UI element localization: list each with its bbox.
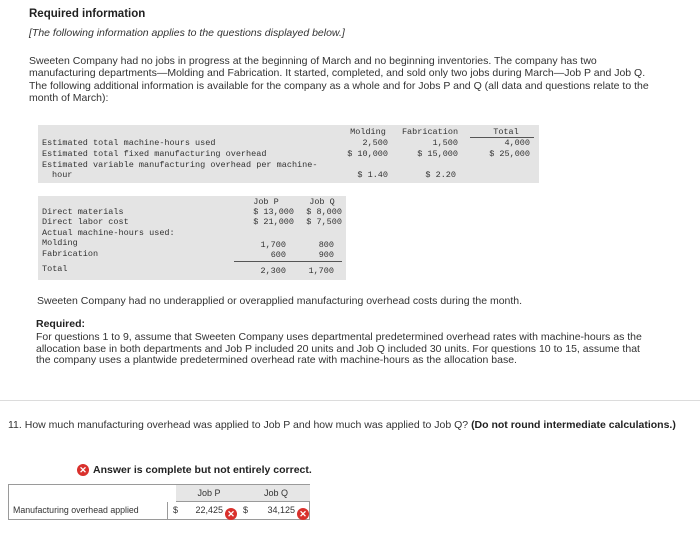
row-label: Direct labor cost <box>42 217 129 227</box>
cell-value: 1,700 <box>308 266 334 276</box>
column-separator <box>167 502 168 520</box>
incorrect-x-icon: ✕ <box>225 504 241 522</box>
job-q-overhead-input[interactable]: 34,125 <box>267 505 295 515</box>
row-label: Actual machine-hours used: <box>42 228 175 238</box>
statement-text: Sweeten Company had no underapplied or overapplied manufacturing overhead costs during the month. <box>37 295 523 307</box>
cell-value: $ 13,000 <box>253 207 294 217</box>
col-header-job-q: Job Q <box>309 197 335 207</box>
cell-value: $ 8,000 <box>306 207 342 217</box>
cell-value: $ 1.40 <box>357 170 388 180</box>
job-p-overhead-input[interactable]: 22,425 <box>195 505 223 515</box>
section-divider <box>0 400 700 401</box>
col-header-fabrication: Fabrication <box>401 127 459 137</box>
row-label: Estimated total machine-hours used <box>42 138 216 148</box>
row-label: Direct materials <box>42 207 124 217</box>
cell-value: 900 <box>318 250 334 260</box>
question-body: 11. How much manufacturing overhead was applied to Job P and how much was applied to Job Q? <box>8 419 469 431</box>
currency-symbol: $ <box>173 505 179 515</box>
total-underline <box>234 261 342 262</box>
row-label-continued: hour <box>52 170 73 180</box>
cell-value: $ 15,000 <box>417 149 458 159</box>
col-header-job-p: Job P <box>253 197 279 207</box>
jobs-table <box>38 196 346 280</box>
cell-value: 2,300 <box>260 266 286 276</box>
cell-value: 2,500 <box>362 138 388 148</box>
question-text <box>8 419 688 431</box>
answer-col-job-q: Job Q <box>263 488 288 498</box>
answer-status-text: Answer is complete but not entirely correct. <box>93 464 312 476</box>
estimates-table <box>38 125 539 183</box>
row-label: Molding <box>42 238 78 248</box>
cell-value: $ 21,000 <box>253 217 294 227</box>
cell-value: 4,000 <box>504 138 530 148</box>
cell-value: $ 7,500 <box>306 217 342 227</box>
cell-value: $ 2.20 <box>425 170 456 180</box>
currency-symbol: $ <box>243 505 249 515</box>
cell-value: $ 25,000 <box>489 149 530 159</box>
page-heading: Required information <box>29 8 146 20</box>
cell-value: 1,500 <box>432 138 458 148</box>
cell-value: 800 <box>318 240 334 250</box>
col-header-molding: Molding <box>350 127 386 137</box>
row-label: Total <box>42 264 68 274</box>
incorrect-x-icon: ✕ <box>77 464 89 476</box>
cell-value: 1,700 <box>260 240 286 250</box>
col-header-total: Total <box>493 127 519 137</box>
required-text: For questions 1 to 9, assume that Sweeten Company uses departmental predetermined overhead rates with machine-hours as the allocation base in both departments and Job P included 20 units and Job Q included 30 units. For questions 10 to 15, assume that the company uses a plantwide predetermined overhead rate with machine-hours as the allocation base. <box>36 331 642 367</box>
row-label: Estimated total fixed manufacturing overhead <box>42 149 267 159</box>
intro-paragraph: Sweeten Company had no jobs in progress at the beginning of March and no beginning inventories. The company has two manufacturing departments—Molding and Fabrication. It started, completed, and sold only two jobs during March—Job P and Job Q. The following additional information is available for the company as a whole and for Jobs P and Q (all data and questions relate to the month of March): <box>29 55 649 105</box>
question-instruction: (Do not round intermediate calculations.) <box>471 419 676 431</box>
answer-table-header <box>176 485 310 502</box>
cell-value: 600 <box>270 250 286 260</box>
row-label: Estimated variable manufacturing overhead per machine- <box>42 160 318 170</box>
intro-note: [The following information applies to the questions displayed below.] <box>29 27 345 39</box>
answer-col-job-p: Job P <box>197 488 221 498</box>
cell-value: $ 10,000 <box>347 149 388 159</box>
row-label: Fabrication <box>42 249 99 259</box>
answer-status <box>77 459 317 481</box>
answer-table <box>8 484 310 520</box>
answer-row-label: Manufacturing overhead applied <box>13 505 139 515</box>
incorrect-x-icon: ✕ <box>297 504 313 522</box>
required-title: Required: <box>36 318 86 330</box>
